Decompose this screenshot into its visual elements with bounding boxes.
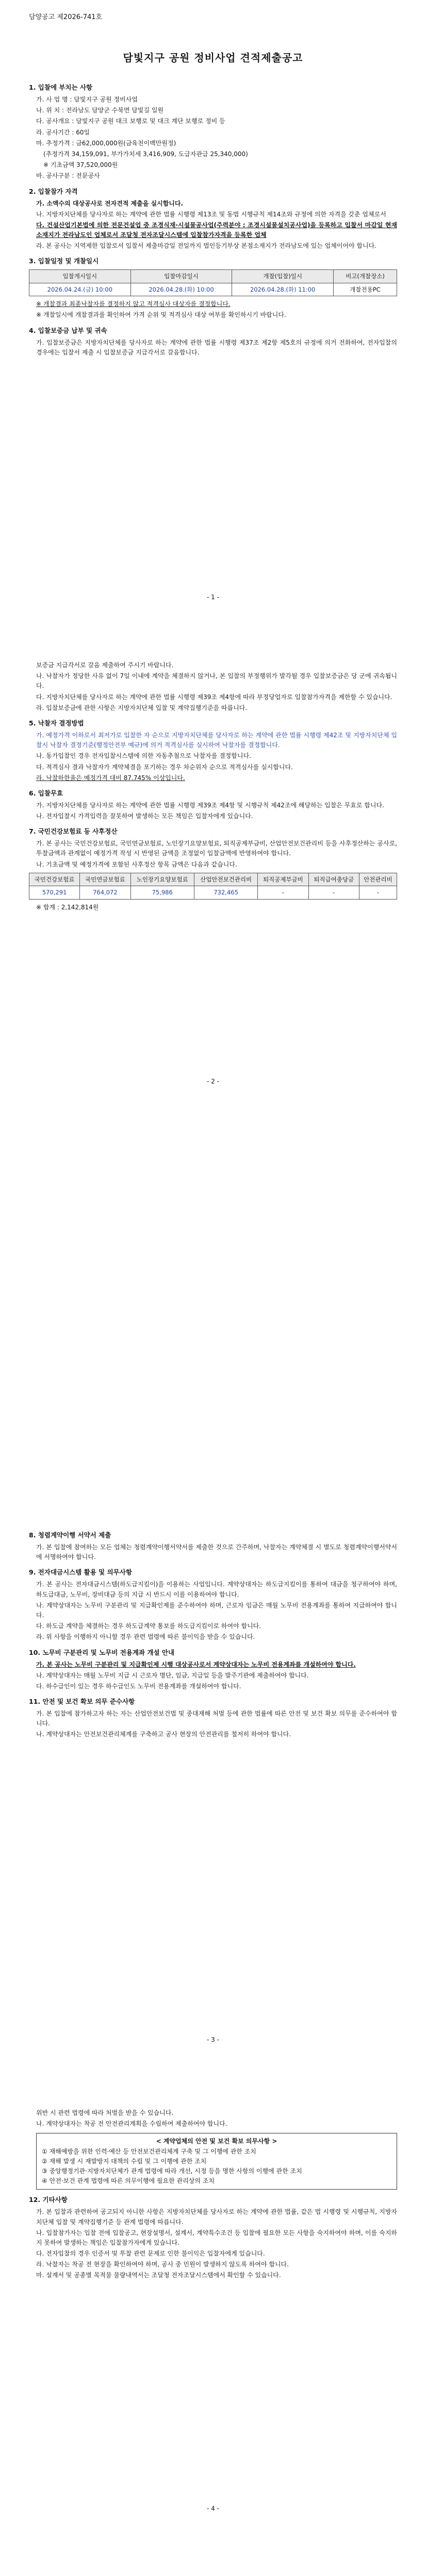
table-cell: 2026.04.28.(화) 10:00 [130,283,232,296]
text-line: 라. 낙찰자는 착공 전 현장을 확인하여야 하며, 공사 중 민원이 발생하지 않도록 하여야 합니다. [36,2261,289,2268]
text-line: 가. 본 공사는 노무비 구분관리 및 지급확인제 시행 대상공사로서 계약상대자는 노무비 전용계좌를 개설하여야 합니다. [36,1660,356,1668]
box-line: ② 재해 발생 시 재발방지 대책의 수립 및 그 이행에 관한 조치 [42,2157,207,2165]
text-line: 마. 추정가격 : 금62,000,000원(금육천이백만원정) [36,139,176,147]
table-header: 퇴직급여충당금 [308,873,359,886]
section-heading: 12. 기타사항 [29,2196,68,2204]
text-line: 다. 공사개요 : 담빛지구 공원 대크 보행로 및 대크 계단 보행로 정비 등 [36,117,225,125]
text-line: 나. 계약상대자는 안전보건관리체계를 구축하고 공사 현장의 안전관리를 철저히 하여야 합니다. [36,1731,291,1738]
section-heading: 6. 입찰무효 [29,789,63,797]
text-line: 보증금 지급각서로 갈음 제출하여 주시기 바랍니다. [36,662,174,669]
text-line: 나. 계약상대자는 매월 노무비 지급 시 근로자 명단, 임금, 지급일 등을 발주기관에 제출하여야 합니다. [36,1671,309,1679]
text-line: 나. 동가입찰인 경우 전자입찰시스템에 의한 자동추첨으로 낙찰자를 결정합니다. [36,752,251,760]
table-cell: 75,986 [130,886,194,899]
text-line: 라. 위 사항을 이행하지 아니할 경우 관련 법령에 따른 불이익을 받을 수 있습니다. [36,1633,255,1641]
table-header: 국민건강보험료 [29,873,80,886]
box-title: < 계약업체의 안전 및 보건 확보 의무사항 > [156,2138,277,2145]
table-cell: 개찰전용PC [334,283,397,296]
table-header: 산업안전보건관리비 [194,873,257,886]
text-line: 나. 지방자치단체를 당사자로 하는 계약에 관한 법률 시행령 제13조 및 동법 시행규칙 제14조와 규정에 의한 자격을 갖춘 업체로서 [36,210,386,218]
section-heading: 3. 입찰일정 및 개찰일시 [29,257,99,265]
table-header: 개찰(입찰)일시 [232,270,334,283]
section-heading: 8. 청렴계약이행 서약서 제출 [29,1531,111,1539]
text-line: 나. 계약상대자는 노무비 구분관리 및 지급확인제를 준수하여야 하며, 근로자 임금은 매월 노무비 전용계좌를 통하여 지급하여야 합니다. [36,1601,397,1619]
text-line: (추정가격 34,159,091, 부가가치세 3,416,909, 도급자관급 25,340,000) [43,150,248,158]
table-cell: 732,465 [194,886,257,899]
table-header: 노인장기요양보험료 [130,873,194,886]
text-line: 나. 낙찰자가 정당한 사유 없이 7일 이내에 계약을 체결하지 않거나, 본 입찰의 부정행위가 발각될 경우 입찰보증금은 당 군에 귀속됩니다. [36,672,397,690]
text-line: 가. 본 입찰에 참여하는 모든 업체는 청렴계약이행서약서를 제출한 것으로 간주하며, 낙찰자는 계약체결 시 별도로 청렴계약이행서약서에 서명하여야 합니다. [36,1544,397,1561]
text-line: 다. 하도급 계약을 체결하는 경우 하도급계약 통보를 하도급지킴이로 하여야 합니다. [36,1622,261,1630]
section-heading: 11. 안전 및 보건 확보 의무 준수사항 [29,1698,135,1706]
table-cell: 2026.04.24.(금) 10:00 [29,283,131,296]
page-4-content [29,2107,397,2282]
text-line: 라. 입찰보증금에 관한 사항은 지방자치단체 입찰 및 계약집행기준을 따릅니다. [36,704,248,711]
text-line: 가. 본 입찰에 참가하고자 하는 자는 산업안전보건법 및 중대재해 처벌 등에 관한 법률에 따른 안전 및 보건 확보 의무를 준수하여야 합니다. [36,1710,397,1727]
note-line: ※ 개찰일시에 개찰결과를 확인하여 가격 순위 및 적격심사 대상 여부를 확인하시기 바랍니다. [36,311,286,319]
text-line: 다. 지방자치단체를 당사자로 하는 계약에 관한 법률 시행령 제39조 제4항에 따라 부정당업자로 입찰참가자격을 제한할 수 있습니다. [36,693,392,701]
section-heading: 5. 낙찰자 결정방법 [29,719,84,727]
section-heading: 2. 입찰참가 자격 [29,187,78,195]
text-line: 나. 위 치 : 전라남도 담양군 수북면 담빛길 일원 [36,107,164,114]
text-line: 가. 본 공사는 전자대금시스템(하도급지킴이)을 이용하는 사업입니다. 계약상대자는 하도급지킴이를 통하여 대금을 청구하여야 하며, 하도급대금, 노무비, 장비대금 등의 지급 시 반드시 이를 이용하여야 합니다. [36,1581,397,1598]
page-2-content [29,659,397,913]
table-header: 입찰게시일시 [29,270,131,283]
table-header: 안전관리비 [359,873,397,886]
text-line: 가. 입찰보증금은 지방자치단체를 당사자로 하는 계약에 관한 법률 시행령 제37조 제2항 제5호의 규정에 의거 전화하여, 전자입찰의 경우에는 입찰서 제출 시 입찰보증금 지급각서로 갈음합니다. [36,338,397,356]
text-line: 나. 기초금액 및 예정가격에 포함된 사후정산 항목 금액은 다음과 같습니다. [36,860,237,868]
doc-number: 담양공고 제2026-741호 [29,13,103,21]
text-line: ※ 기초금액 37,520,000원 [43,161,118,169]
schedule-table [29,269,397,296]
page-number: - 3 - [207,2036,219,2043]
text-line: 다. 하수급인이 있는 경우 하수급인도 노무비 전용계좌를 개설하여야 합니다. [36,1682,241,1690]
box-line: ① 재해예방을 위한 인력·예산 등 안전보건관리체계 구축 및 그 이행에 관한 조치 [42,2147,256,2155]
page-1-content [29,77,397,359]
page-number: - 2 - [207,1078,219,1085]
text-line: 가. 사 업 명 : 담빛지구 공원 정비사업 [36,96,138,103]
text-line: 라. 공사기간 : 60일 [36,128,90,136]
box-line: ③ 중앙행정기관·지방자치단체가 관계 법령에 따라 개선, 시정 등을 명한 사항의 이행에 관한 조치 [42,2167,302,2175]
section-heading: 9. 전자대금시스템 활용 및 의무사항 [29,1568,132,1577]
text-line: 위반 시 관련 법령에 따라 처벌을 받을 수 있습니다. [36,2109,174,2116]
section-heading: 10. 노무비 구분관리 및 노무비 전용계좌 개설 안내 [29,1648,175,1656]
table-header: 비고(개찰장소) [334,270,397,283]
table-header: 입찰마감일시 [130,270,232,283]
note-line: ※ 개찰결과 최종낙찰자를 결정하지 않고 적격심사 대상자를 결정합니다. [36,300,231,308]
section-heading: 4. 입찰보증금 납부 및 귀속 [29,326,107,334]
text-line: 바. 공사구분 : 전문공사 [36,172,100,180]
obligations-box [36,2133,397,2190]
section-heading: 7. 국민건강보험료 등 사후정산 [29,827,118,836]
text-line: 가. 예정가격 이하로서 최저가로 입찰한 자 순으로 지방자치단체를 당사자로 하는 계약에 관한 법률 시행령 제42조 및 지방자치단체 입찰시 낙찰자 결정기준(행정안전부 예규)에 의거 적격심사를 실시하여 낙찰자를 결정합니다. [36,731,397,749]
page-3-content [29,1525,397,1741]
section-heading: 1. 입찰에 부치는 사항 [29,83,93,91]
text-line: 다. 건설산업기본법에 의한 전문건설업 중 조경식재·시설물공사업(주력분야 : 조경시설물설치공사업)을 등록하고 입찰서 마감일 현재 소재지가 전라남도인 업체로서 조달청 전자조달시스템에 입찰참가자격을 등록한 업체 [36,221,397,239]
text-line: 마. 설계서 및 공종별 목적물 물량내역서는 조달청 전자조달시스템에서 확인할 수 있습니다. [36,2272,281,2279]
text-line: 나. 전자입찰시 가격입력을 잘못하여 발생하는 모든 책임은 입찰자에게 있습니다. [36,812,253,820]
page-number: - 4 - [207,2505,219,2512]
table-cell: - [359,886,397,899]
table-header: 국민연금보험료 [80,873,130,886]
text-line: 나. 계약상대자는 착공 전 안전관리계획을 수립하여 제출하여야 합니다. [36,2120,227,2128]
table-cell: 764,072 [80,886,130,899]
table-cell: - [308,886,359,899]
box-line: ④ 안전·보건 관계 법령에 따른 의무이행에 필요한 관리상의 조치 [42,2177,215,2185]
text-line: 가. 지방자치단체를 당사자로 하는 계약에 관한 법률 시행령 제39조 제4항 및 시행규칙 제42조에 해당하는 입찰은 무효로 합니다. [36,801,384,809]
text-line: 라. 본 공사는 지역제한 입찰로서 입찰서 제출마감일 전일까지 법인등기부상 본점소재지가 전라남도에 있는 업체이어야 합니다. [36,242,377,250]
insurance-table [29,873,397,900]
table-cell: 570,291 [29,886,80,899]
text-line: 다. 적격심사 결과 낙찰자가 계약체결을 포기하는 경우 차순위자 순으로 적격심사를 실시합니다. [36,763,293,771]
text-line: 라. 낙찰하한율은 예정가격 대비 87.745% 이상입니다. [36,774,185,782]
page-number: - 1 - [207,594,219,601]
note-line: ※ 합계 : 2,142,814원 [36,903,99,911]
table-cell: 2026.04.28.(화) 11:00 [232,283,334,296]
text-line: 가. 소액수의 대상공사로 전자견적 제출을 실시합니다. [36,199,184,207]
page-title: 담빛지구 공원 정비사업 견적제출공고 [123,52,303,64]
text-line: 가. 본 공사는 국민건강보험료, 국민연금보험료, 노인장기요양보험료, 퇴직공제부금비, 산업안전보건관리비 등을 사후정산하는 공사로, 투찰금액과 관계없이 예정가격 작성 시 반영된 금액을 조정없이 입찰금액에 반영하여야 합니다. [36,840,397,857]
text-line: 가. 본 입찰과 관련하여 공고되지 아니한 사항은 지방자치단체를 당사자로 하는 계약에 관한 법률, 같은 법 시행령 및 시행규칙, 지방자치단체 입찰 및 계약집행기준 등 관계 법령에 따릅니다. [36,2208,397,2226]
table-cell: - [258,886,308,899]
text-line: 나. 입찰참가자는 입찰 전에 입찰공고, 현장설명서, 설계서, 계약특수조건 등 입찰에 필요한 모든 사항을 숙지하여야 하며, 이를 숙지하지 못하여 발생하는 책임은 입찰참가자에게 있습니다. [36,2229,397,2246]
text-line: 다. 전자입찰의 경우 인증서 및 투찰 관련 문제로 인한 불이익은 입찰자에게 있습니다. [36,2250,265,2258]
table-header: 퇴직공제부금비 [258,873,308,886]
